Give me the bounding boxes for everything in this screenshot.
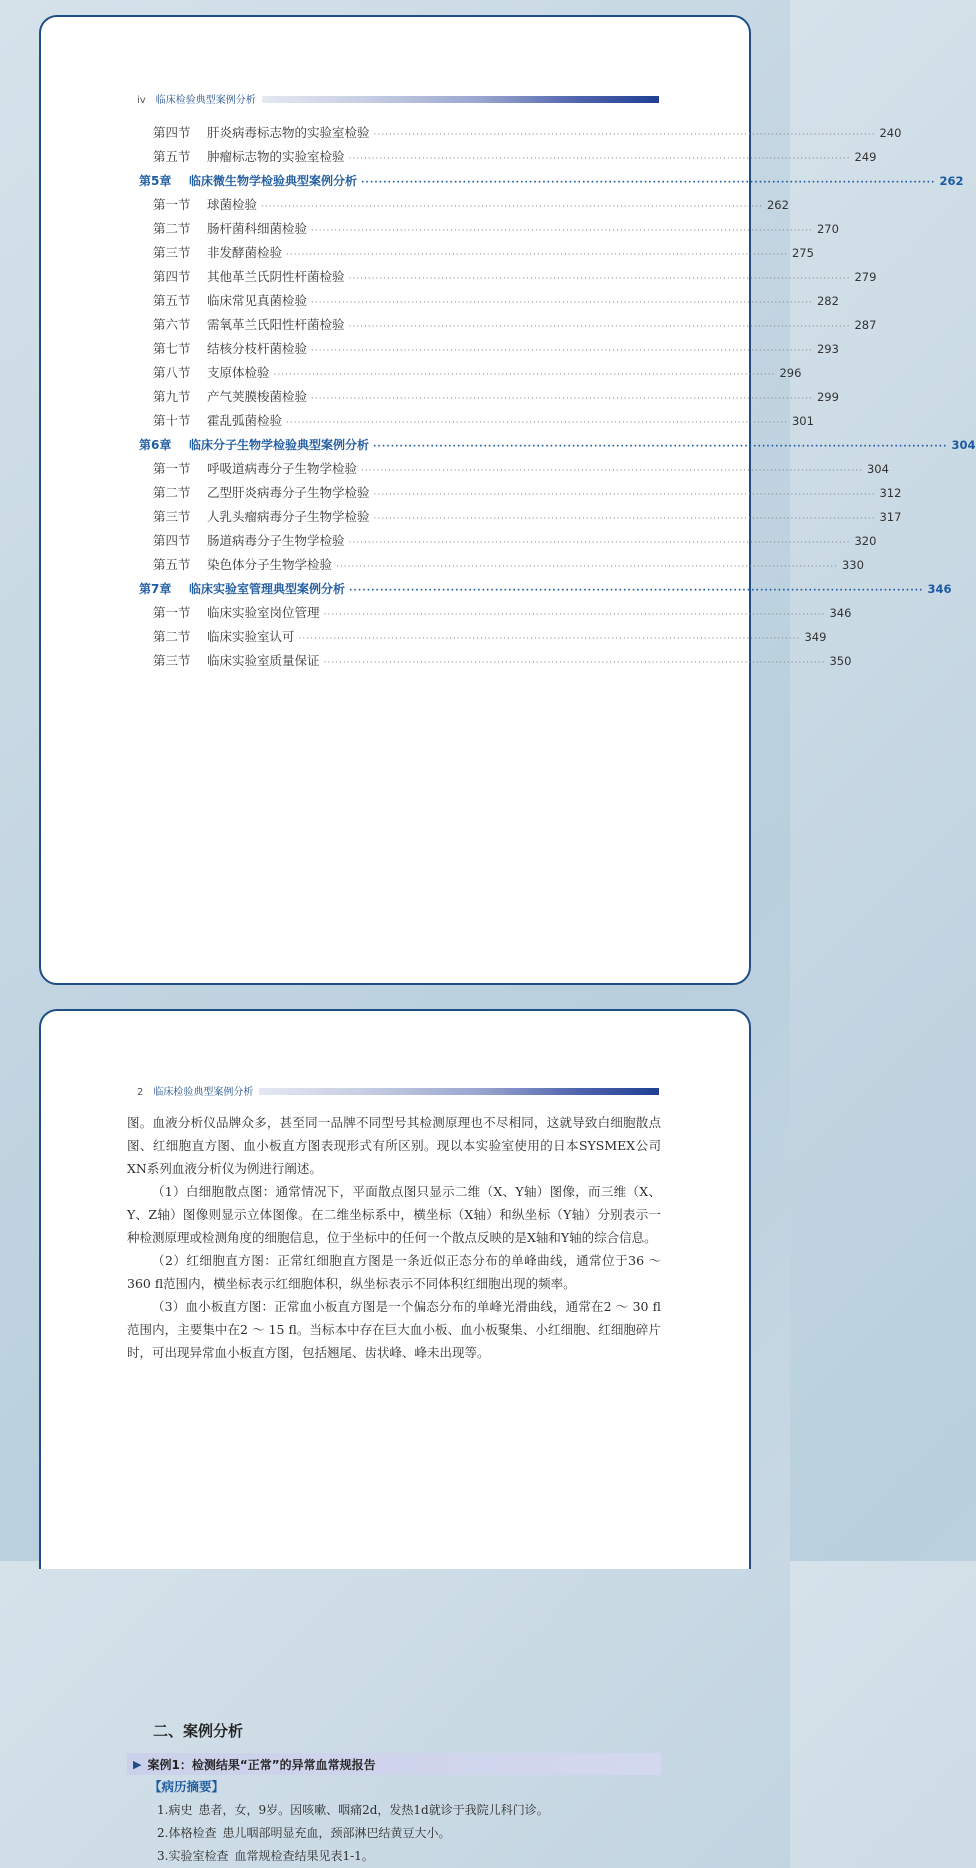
toc-chapter-row <box>139 577 952 601</box>
header-text <box>137 1083 259 1098</box>
toc-leader-dots <box>349 531 851 555</box>
paragraph: （3）血小板直方图：正常血小板直方图是一个偏态分布的单峰光滑曲线，通常在2 ～ 30 fl范围内，主要集中在2 ～ 15 fl。当标本中存在巨大血小板、血小板聚集、小红细胞、红细胞碎片时，可出现异常血小板直方图，包括翘尾、齿状峰、峰未出现等。 <box>127 1299 661 1360</box>
toc-leader-dots <box>374 483 876 507</box>
header-gradient-bar <box>259 1088 659 1095</box>
toc-page-number: 330 <box>841 558 864 572</box>
toc-leader-dots <box>361 171 935 195</box>
toc-title: 结核分枝杆菌检验 <box>207 341 308 356</box>
toc-number: 第十节 <box>153 413 191 428</box>
toc-section-row <box>139 337 839 361</box>
page-card-toc <box>39 15 976 985</box>
toc-page-number: 249 <box>854 150 877 164</box>
table-of-contents <box>139 121 976 673</box>
paragraph: 图。血液分析仪品牌众多，甚至同一品牌不同型号其检测原理也不尽相同，这就导致白细胞散点图、红细胞直方图、血小板直方图表现形式有所区别。现以本实验室使用的日本SYSMEX公司XN系列血液分析仪为例进行阐述。 <box>127 1115 661 1176</box>
toc-title: 肿瘤标志物的实验室检验 <box>207 149 345 164</box>
toc-page-number: 279 <box>854 270 877 284</box>
toc-page-number: 262 <box>939 174 964 188</box>
toc-number: 第一节 <box>153 197 191 212</box>
toc-title: 临床微生物学检验典型案例分析 <box>189 174 358 188</box>
toc-section-row <box>139 553 864 577</box>
toc-title: 乙型肝炎病毒分子生物学检验 <box>207 485 370 500</box>
toc-number: 第一节 <box>153 605 191 620</box>
toc-section-row <box>139 361 802 385</box>
toc-chapter-row <box>139 169 964 193</box>
section-heading: 二、案例分析 <box>153 1722 244 1740</box>
toc-page-number: 270 <box>816 222 839 236</box>
toc-leader-dots <box>374 123 876 147</box>
toc-title: 产气荚膜梭菌检验 <box>207 389 308 404</box>
header-page-number: iv <box>137 94 146 106</box>
toc-leader-dots <box>374 507 876 531</box>
toc-number: 第二节 <box>153 629 191 644</box>
toc-section-row <box>139 313 877 337</box>
toc-title: 临床实验室认可 <box>207 629 295 644</box>
toc-leader-dots <box>361 459 863 483</box>
case-subheading: 【病历摘要】 <box>149 1779 225 1794</box>
toc-title: 呼吸道病毒分子生物学检验 <box>207 461 358 476</box>
toc-page-number: 262 <box>766 198 789 212</box>
toc-section-row <box>139 145 877 169</box>
toc-section-row <box>139 265 877 289</box>
case-line: 2.体格检查 患儿咽部明显充血，颈部淋巴结黄豆大小。 <box>157 1826 451 1840</box>
toc-leader-dots <box>324 651 826 675</box>
toc-leader-dots <box>311 291 813 315</box>
toc-number: 第五节 <box>153 149 191 164</box>
page-card-body <box>39 1009 751 1863</box>
case-summary <box>157 1799 549 1868</box>
toc-number: 第三节 <box>153 653 191 668</box>
toc-number: 第九节 <box>153 389 191 404</box>
toc-page-number: 350 <box>829 654 852 668</box>
toc-section-row <box>139 649 852 673</box>
toc-leader-dots <box>349 267 851 291</box>
case-title: 案例1：检测结果“正常”的异常血常规报告 <box>147 1757 376 1772</box>
header-book-title: 临床检验典型案例分析 <box>155 94 256 106</box>
toc-title: 临床实验室管理典型案例分析 <box>189 582 346 596</box>
toc-title: 肠道病毒分子生物学检验 <box>207 533 345 548</box>
body-text <box>127 1111 661 1364</box>
paragraph: （2）红细胞直方图：正常红细胞直方图是一条近似正态分布的单峰曲线，通常位于36 ～ 360 fl范围内，横坐标表示红细胞体积，纵坐标表示不同体积红细胞出现的频率。 <box>127 1253 661 1291</box>
toc-title: 支原体检验 <box>207 365 270 380</box>
toc-number: 第三节 <box>153 509 191 524</box>
toc-title: 球菌检验 <box>207 197 258 212</box>
header-book-title: 临床检验典型案例分析 <box>153 1086 254 1098</box>
toc-title: 人乳头瘤病毒分子生物学检验 <box>207 509 370 524</box>
toc-title: 非发酵菌检验 <box>207 245 283 260</box>
toc-leader-dots <box>286 243 788 267</box>
toc-number: 第七节 <box>153 341 191 356</box>
running-header <box>137 1083 659 1097</box>
toc-number: 第五节 <box>153 293 191 308</box>
header-gradient-bar <box>262 96 659 103</box>
running-header <box>137 91 659 105</box>
toc-leader-dots <box>311 219 813 243</box>
toc-title: 肠杆菌科细菌检验 <box>207 221 308 236</box>
toc-number: 第八节 <box>153 365 191 380</box>
toc-page-number: 346 <box>829 606 852 620</box>
toc-section-row <box>139 121 902 145</box>
toc-page-number: 296 <box>779 366 802 380</box>
toc-page-number: 346 <box>927 582 952 596</box>
toc-section-row <box>139 241 814 265</box>
toc-page-number: 317 <box>879 510 902 524</box>
toc-title: 需氧革兰氏阳性杆菌检验 <box>207 317 345 332</box>
case-line: 3.实验室检查 血常规检查结果见表1-1。 <box>157 1849 374 1863</box>
toc-title: 霍乱弧菌检验 <box>207 413 283 428</box>
toc-leader-dots <box>261 195 763 219</box>
toc-number: 第三节 <box>153 245 191 260</box>
toc-section-row <box>139 625 827 649</box>
toc-title: 染色体分子生物学检验 <box>207 557 333 572</box>
toc-leader-dots <box>373 435 947 459</box>
toc-section-row <box>139 217 839 241</box>
toc-number: 第6章 <box>139 438 172 452</box>
toc-leader-dots <box>311 339 813 363</box>
triangle-right-icon: ▶ <box>133 1757 142 1771</box>
toc-page-number: 320 <box>854 534 877 548</box>
toc-number: 第二节 <box>153 221 191 236</box>
toc-section-row <box>139 457 889 481</box>
toc-number: 第7章 <box>139 582 172 596</box>
toc-title: 临床实验室质量保证 <box>207 653 320 668</box>
toc-number: 第5章 <box>139 174 172 188</box>
toc-leader-dots <box>349 579 923 603</box>
toc-page-number: 299 <box>816 390 839 404</box>
toc-leader-dots <box>274 363 776 387</box>
toc-number: 第二节 <box>153 485 191 500</box>
toc-leader-dots <box>349 147 851 171</box>
toc-number: 第六节 <box>153 317 191 332</box>
toc-leader-dots <box>349 315 851 339</box>
toc-title: 其他革兰氏阴性杆菌检验 <box>207 269 345 284</box>
toc-number: 第一节 <box>153 461 191 476</box>
toc-chapter-row <box>139 433 976 457</box>
toc-page-number: 293 <box>816 342 839 356</box>
toc-title: 肝炎病毒标志物的实验室检验 <box>207 125 370 140</box>
toc-section-row <box>139 385 839 409</box>
header-page-number: 2 <box>137 1086 144 1098</box>
toc-leader-dots <box>311 387 813 411</box>
toc-title: 临床实验室岗位管理 <box>207 605 320 620</box>
toc-section-row <box>139 601 852 625</box>
toc-title: 临床常见真菌检验 <box>207 293 308 308</box>
toc-section-row <box>139 529 877 553</box>
toc-page-number: 240 <box>879 126 902 140</box>
paragraph: （1）白细胞散点图：通常情况下，平面散点图只显示二维（X、Y轴）图像，而三维（X、Y、Z轴）图像则显示立体图像。在二维坐标系中，横坐标（X轴）和纵坐标（Y轴）分别表示一种检测原理或检测角度的细胞信息，位于坐标中的任何一个散点反映的是X轴和Y轴的综合信息。 <box>127 1184 661 1245</box>
toc-leader-dots <box>336 555 838 579</box>
toc-page-number: 304 <box>866 462 889 476</box>
case-line: 1.病史 患者，女，9岁。因咳嗽、咽痛2d，发热1d就诊于我院儿科门诊。 <box>157 1803 549 1817</box>
toc-section-row <box>139 505 902 529</box>
toc-number: 第四节 <box>153 125 191 140</box>
toc-section-row <box>139 193 789 217</box>
toc-number: 第四节 <box>153 269 191 284</box>
toc-page-number: 282 <box>816 294 839 308</box>
toc-page-number: 287 <box>854 318 877 332</box>
toc-page-number: 275 <box>791 246 814 260</box>
toc-section-row <box>139 409 814 433</box>
toc-page-number: 349 <box>804 630 827 644</box>
toc-leader-dots <box>286 411 788 435</box>
toc-leader-dots <box>324 603 826 627</box>
toc-page-number: 301 <box>791 414 814 428</box>
toc-title: 临床分子生物学检验典型案例分析 <box>189 438 370 452</box>
toc-section-row <box>139 481 902 505</box>
case-title-bar <box>127 1753 661 1775</box>
toc-section-row <box>139 289 839 313</box>
toc-page-number: 304 <box>951 438 976 452</box>
toc-number: 第五节 <box>153 557 191 572</box>
header-text <box>137 91 262 106</box>
toc-leader-dots <box>299 627 801 651</box>
toc-page-number: 312 <box>879 486 902 500</box>
toc-number: 第四节 <box>153 533 191 548</box>
